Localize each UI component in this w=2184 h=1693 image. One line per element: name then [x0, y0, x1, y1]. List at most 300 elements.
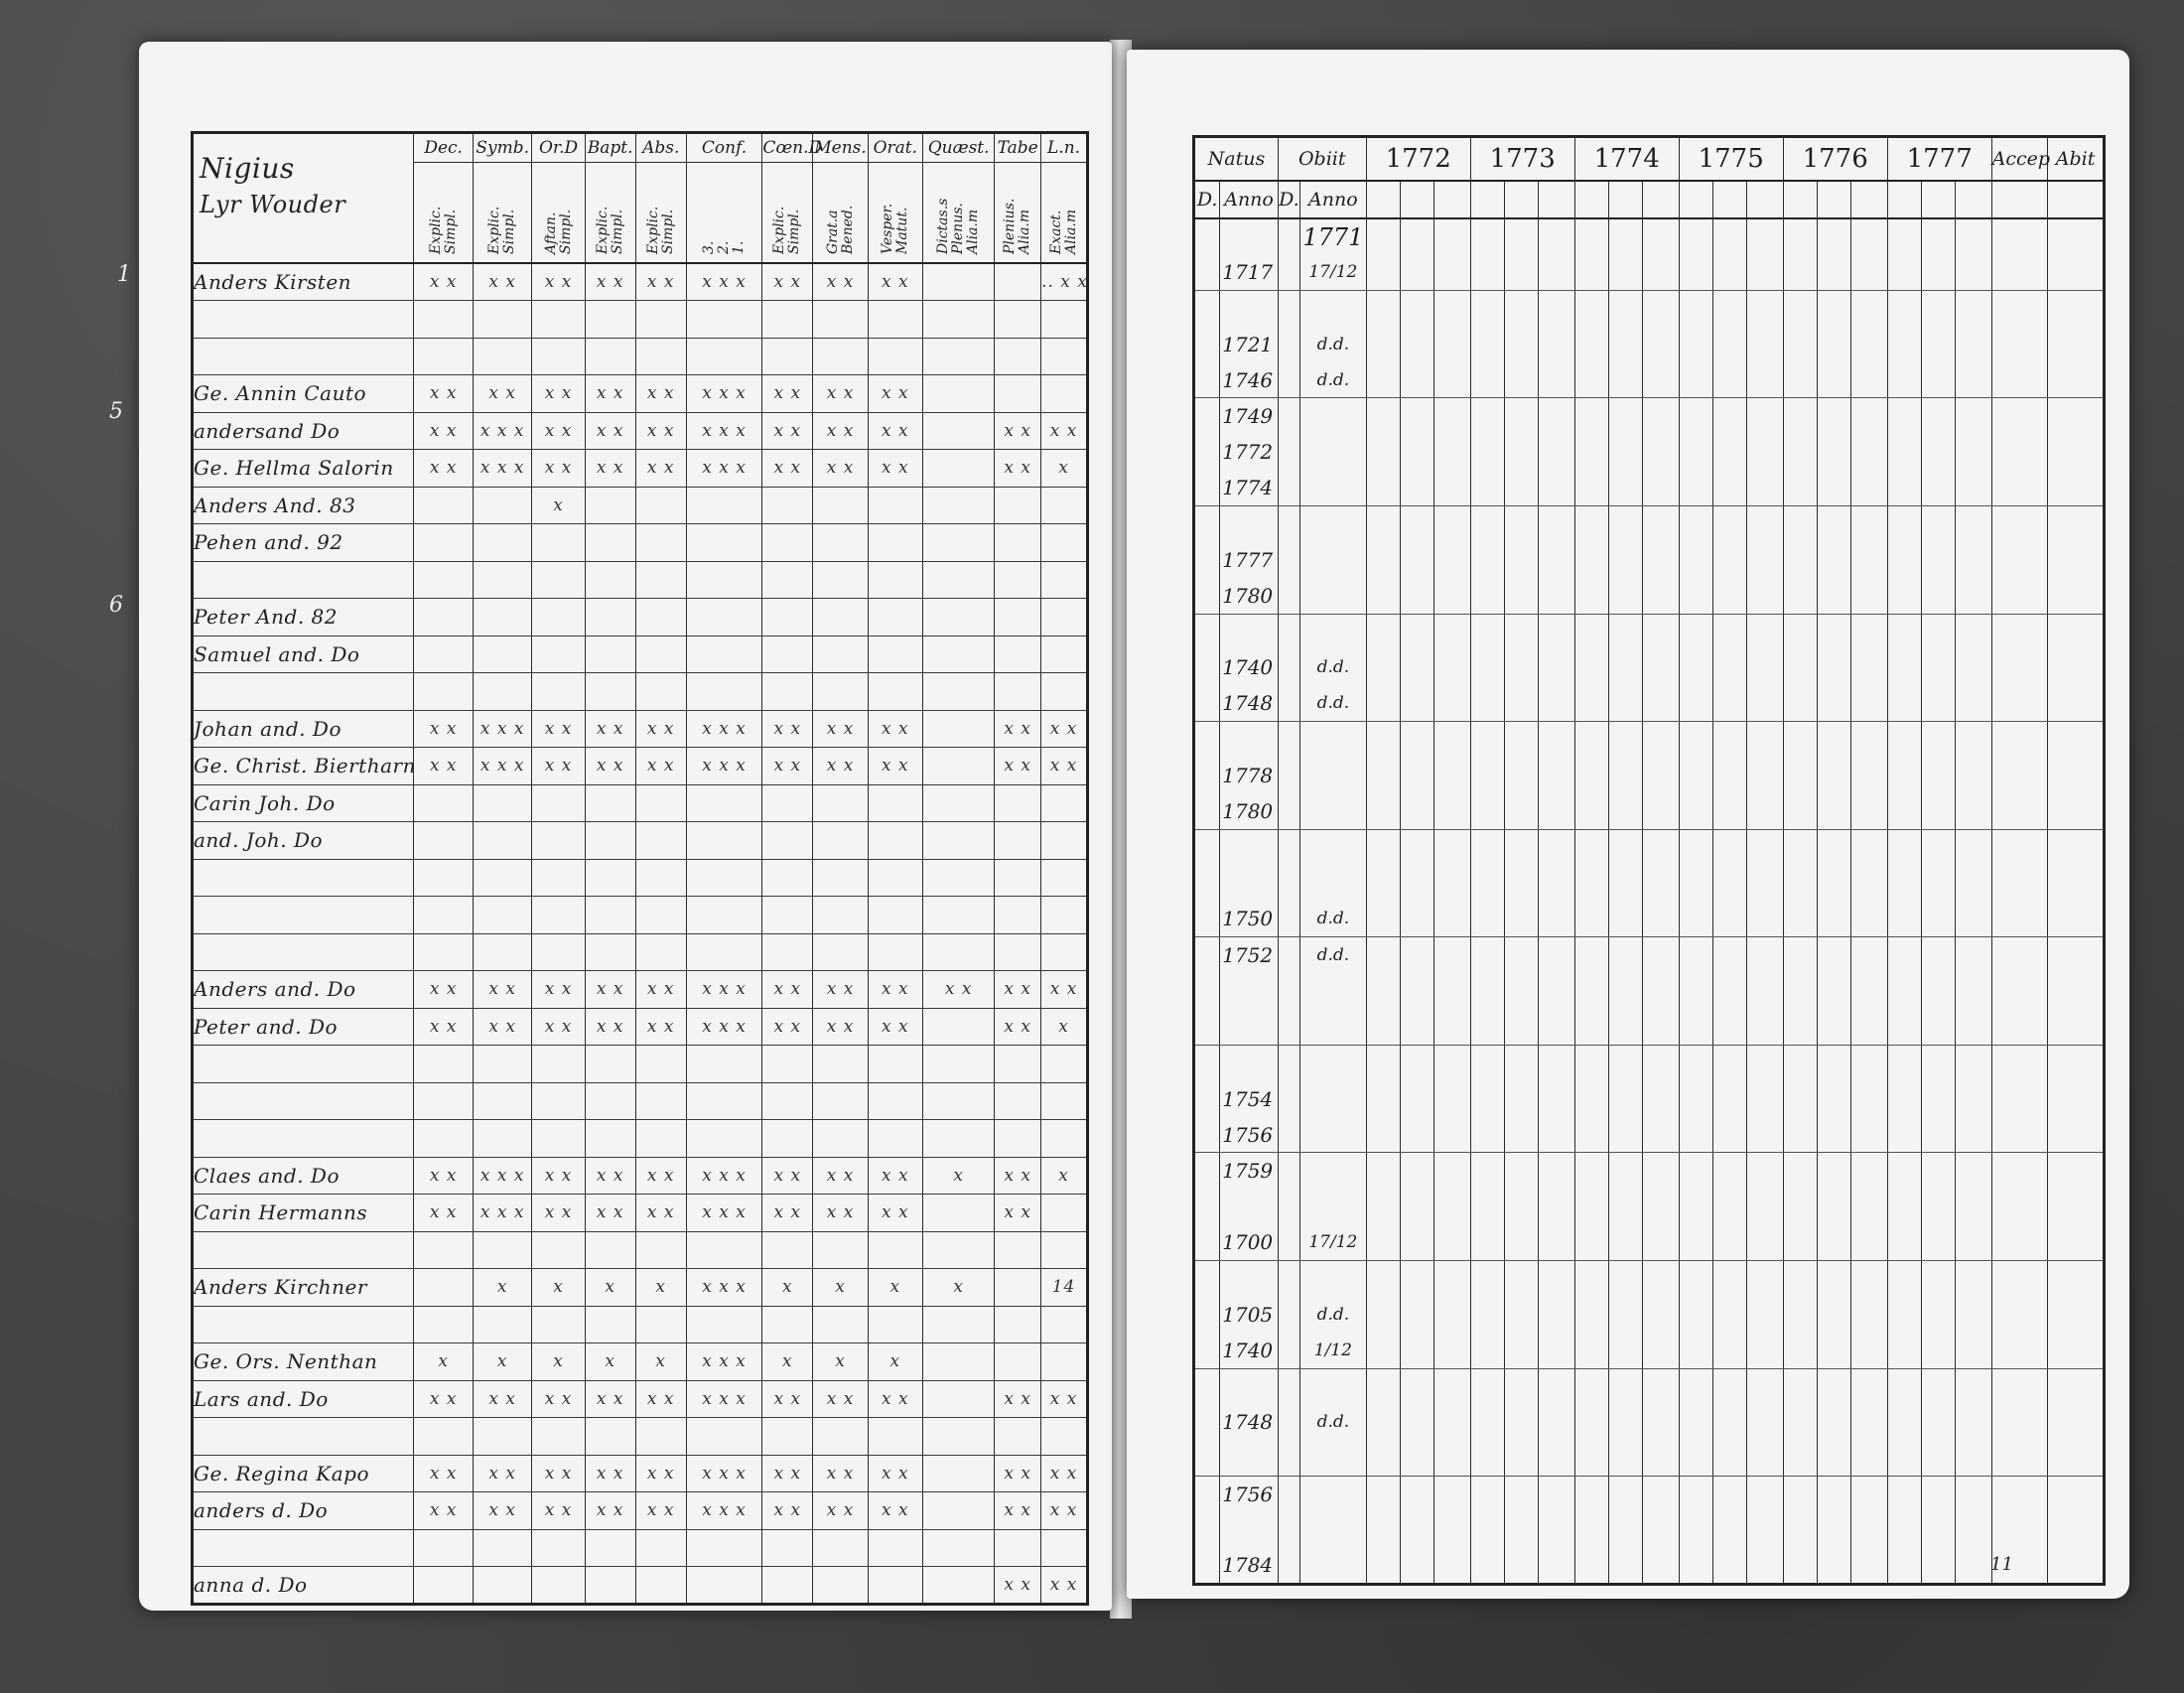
attendance-cell — [1851, 1153, 1887, 1189]
catechism-mark: x x — [585, 450, 635, 488]
attendance-cell — [1470, 1224, 1504, 1260]
catechism-mark — [585, 635, 635, 673]
catechism-mark — [686, 338, 762, 375]
attendance-cell — [1747, 362, 1783, 398]
attendance-cell — [2048, 865, 2105, 901]
birth-day — [1194, 578, 1220, 614]
catechism-mark — [585, 784, 635, 822]
attendance-cell — [2048, 1045, 2105, 1080]
attendance-cell — [1713, 1297, 1747, 1333]
attendance-cell — [1956, 1512, 1991, 1548]
attendance-cell — [1783, 1333, 1817, 1368]
column-group-header: Dec. — [414, 133, 474, 163]
catechism-mark — [922, 933, 994, 971]
catechism-mark: x x — [532, 412, 585, 450]
attendance-cell — [1991, 398, 2048, 434]
catechism-mark: x x — [762, 1157, 813, 1195]
attendance-cell — [1818, 722, 1851, 758]
attendance-cell — [1366, 578, 1400, 614]
attendance-cell — [1991, 722, 2048, 758]
birth-year: 1756 — [1220, 1117, 1279, 1153]
catechism-mark — [922, 1529, 994, 1567]
catechism-mark: x x x — [686, 1455, 762, 1492]
attendance-cell — [1818, 1260, 1851, 1296]
attendance-cell — [1470, 254, 1504, 290]
margin-number: 6 — [109, 593, 123, 618]
person-name — [193, 301, 414, 339]
attendance-cell — [1643, 902, 1679, 937]
attendance-cell — [1783, 1477, 1817, 1512]
catechism-mark: x x — [414, 710, 474, 748]
attendance-cell — [1818, 649, 1851, 685]
attendance-cell — [1366, 506, 1400, 542]
column-sub-header-label: Vesper. Matut. — [879, 203, 910, 254]
attendance-cell — [1991, 218, 2048, 254]
catechism-mark — [762, 933, 813, 971]
catechism-mark — [635, 1046, 686, 1083]
ledger-row — [193, 859, 1088, 897]
attendance-cell — [1887, 1440, 1921, 1476]
attendance-cell — [1851, 1224, 1887, 1260]
attendance-cell — [1643, 1297, 1679, 1333]
attendance-cell — [1922, 1548, 1956, 1584]
catechism-mark — [635, 784, 686, 822]
catechism-mark: x x x — [686, 375, 762, 413]
birth-year — [1220, 1189, 1279, 1224]
attendance-cell — [1887, 902, 1921, 937]
death-year — [1300, 1045, 1367, 1080]
page-subtitle: Lyr Wouder — [200, 191, 346, 218]
person-name — [193, 561, 414, 599]
catechism-mark: x x — [868, 971, 922, 1009]
catechism-mark: x x — [813, 748, 868, 785]
column-sub-header-label: Dictas.s Plenus. Alia.m — [935, 198, 982, 254]
catechism-mark: x x — [532, 971, 585, 1009]
catechism-mark: x x x — [686, 1343, 762, 1381]
catechism-mark — [414, 933, 474, 971]
ledger-row — [1194, 1548, 2105, 1584]
attendance-cell — [1818, 398, 1851, 434]
attendance-cell — [1643, 290, 1679, 326]
attendance-cell — [1401, 1153, 1434, 1189]
attendance-cell — [1956, 902, 1991, 937]
death-year — [1300, 793, 1367, 829]
catechism-mark — [473, 784, 532, 822]
catechism-mark — [686, 1231, 762, 1269]
catechism-mark — [868, 1046, 922, 1083]
catechism-mark: x x x — [686, 1380, 762, 1418]
catechism-mark: x x x — [686, 263, 762, 301]
attendance-cell — [1505, 1189, 1539, 1224]
attendance-cell — [1470, 578, 1504, 614]
attendance-cell — [2048, 1333, 2105, 1368]
catechism-mark — [585, 1567, 635, 1605]
column-sub-header-label: Explic. Simpl. — [644, 206, 676, 254]
attendance-cell — [1679, 1153, 1712, 1189]
attendance-cell — [1470, 290, 1504, 326]
catechism-mark — [995, 487, 1041, 524]
catechism-mark — [1041, 338, 1088, 375]
catechism-mark — [922, 859, 994, 897]
attendance-cell — [1505, 506, 1539, 542]
attendance-cell — [1505, 1512, 1539, 1548]
person-name: anders d. Do — [193, 1492, 414, 1530]
birth-day — [1194, 865, 1220, 901]
catechism-mark — [414, 635, 474, 673]
attendance-cell — [1609, 1153, 1643, 1189]
catechism-mark — [922, 1231, 994, 1269]
attendance-cell — [1609, 1260, 1643, 1296]
catechism-mark: x x — [995, 971, 1041, 1009]
attendance-cell — [1679, 685, 1712, 721]
catechism-mark: x x — [1041, 971, 1088, 1009]
attendance-cell — [1783, 722, 1817, 758]
catechism-mark: x x — [868, 450, 922, 488]
attendance-cell — [1401, 1333, 1434, 1368]
catechism-mark — [995, 1120, 1041, 1158]
death-year: d.d. — [1300, 649, 1367, 685]
attendance-cell — [1366, 1477, 1400, 1512]
attendance-cell — [1991, 937, 2048, 973]
catechism-mark — [1041, 301, 1088, 339]
catechism-mark: x x — [532, 1380, 585, 1418]
ledger-row — [1194, 1189, 2105, 1224]
attendance-cell — [1818, 1081, 1851, 1117]
attendance-cell — [1539, 362, 1574, 398]
catechism-mark — [813, 784, 868, 822]
catechism-mark — [762, 301, 813, 339]
attendance-cell — [1887, 1477, 1921, 1512]
death-day — [1278, 1512, 1299, 1548]
attendance-cell — [1747, 829, 1783, 865]
ledger-row — [193, 375, 1088, 413]
catechism-mark — [995, 1269, 1041, 1307]
attendance-cell — [1851, 1009, 1887, 1045]
attendance-cell — [1851, 1368, 1887, 1404]
attendance-cell — [1643, 434, 1679, 470]
catechism-mark — [762, 1529, 813, 1567]
catechism-mark: x x — [414, 375, 474, 413]
attendance-cell — [1922, 829, 1956, 865]
catechism-mark — [532, 1082, 585, 1120]
catechism-mark: x x — [414, 1492, 474, 1530]
attendance-cell — [1609, 829, 1643, 865]
attendance-cell — [1366, 1404, 1400, 1440]
attendance-cell — [1922, 1440, 1956, 1476]
death-year — [1300, 1260, 1367, 1296]
attendance-cell — [1922, 1189, 1956, 1224]
attendance-cell — [1956, 1045, 1991, 1080]
death-day — [1278, 865, 1299, 901]
death-day — [1278, 1224, 1299, 1260]
birth-day — [1194, 758, 1220, 793]
catechism-mark: x x — [473, 375, 532, 413]
attendance-cell — [1401, 1368, 1434, 1404]
attendance-cell — [1401, 327, 1434, 362]
catechism-mark: x x — [532, 1492, 585, 1530]
death-day — [1278, 1368, 1299, 1404]
catechism-mark — [762, 1082, 813, 1120]
attendance-cell — [1713, 327, 1747, 362]
attendance-cell — [1574, 1081, 1608, 1117]
catechism-mark: x x — [1041, 1567, 1088, 1605]
birth-year: 1772 — [1220, 434, 1279, 470]
column-sub-header-label: Aftan. Simpl. — [542, 209, 574, 254]
catechism-mark — [762, 561, 813, 599]
attendance-cell — [1783, 1260, 1817, 1296]
attendance-cell — [1851, 1440, 1887, 1476]
attendance-cell — [2048, 290, 2105, 326]
attendance-cell — [1643, 973, 1679, 1009]
attendance-cell — [1574, 1045, 1608, 1080]
attendance-cell — [1851, 1297, 1887, 1333]
catechism-mark: x x x — [686, 1008, 762, 1046]
attendance-cell — [1470, 1548, 1504, 1584]
catechism-mark — [686, 635, 762, 673]
attendance-cell — [1922, 398, 1956, 434]
catechism-mark — [414, 561, 474, 599]
catechism-mark — [585, 599, 635, 636]
attendance-cell — [1713, 865, 1747, 901]
catechism-mark — [532, 859, 585, 897]
attendance-cell — [1818, 793, 1851, 829]
death-day — [1278, 434, 1299, 470]
ledger-row — [1194, 1224, 2105, 1260]
attendance-cell — [1991, 1153, 2048, 1189]
catechism-mark: x x — [414, 748, 474, 785]
sub-header — [1679, 181, 1712, 218]
catechism-mark: x — [635, 1343, 686, 1381]
attendance-cell — [1956, 290, 1991, 326]
attendance-cell — [2048, 758, 2105, 793]
death-day — [1278, 829, 1299, 865]
attendance-cell — [1851, 793, 1887, 829]
birth-day — [1194, 218, 1220, 254]
catechism-mark: x x — [414, 1157, 474, 1195]
catechism-mark — [532, 599, 585, 636]
attendance-cell — [1505, 434, 1539, 470]
attendance-cell — [1434, 362, 1470, 398]
catechism-mark — [922, 599, 994, 636]
attendance-cell — [2048, 1081, 2105, 1117]
attendance-cell — [2048, 614, 2105, 649]
attendance-cell — [1887, 290, 1921, 326]
catechism-mark — [635, 301, 686, 339]
attendance-cell — [1922, 362, 1956, 398]
catechism-mark: x x — [762, 1195, 813, 1232]
catechism-mark: x x — [1041, 710, 1088, 748]
catechism-mark — [585, 1082, 635, 1120]
ledger-row — [1194, 1477, 2105, 1512]
attendance-cell — [1922, 1333, 1956, 1368]
attendance-cell — [1818, 1333, 1851, 1368]
catechism-mark — [762, 1567, 813, 1605]
catechism-mark — [585, 1120, 635, 1158]
catechism-mark — [532, 1231, 585, 1269]
attendance-cell — [1470, 685, 1504, 721]
death-year: d.d. — [1300, 685, 1367, 721]
catechism-mark — [532, 822, 585, 860]
attendance-cell — [1991, 1512, 2048, 1548]
catechism-mark: x x — [995, 1455, 1041, 1492]
margin-number: 1 — [117, 262, 131, 287]
catechism-mark — [868, 1082, 922, 1120]
catechism-mark — [995, 897, 1041, 934]
birth-day — [1194, 327, 1220, 362]
attendance-cell — [1922, 470, 1956, 505]
catechism-mark — [813, 1418, 868, 1456]
birth-year: 1784 — [1220, 1548, 1279, 1584]
column-sub-header — [922, 163, 994, 264]
attendance-cell — [1609, 1297, 1643, 1333]
attendance-cell — [1643, 649, 1679, 685]
catechism-mark: x x — [414, 1455, 474, 1492]
attendance-cell — [1887, 470, 1921, 505]
sub-header — [1366, 181, 1400, 218]
attendance-cell — [1679, 1009, 1712, 1045]
catechism-mark — [813, 1231, 868, 1269]
attendance-cell — [1747, 434, 1783, 470]
attendance-cell — [1956, 578, 1991, 614]
attendance-cell — [1818, 1440, 1851, 1476]
attendance-cell — [1783, 902, 1817, 937]
attendance-cell — [1713, 290, 1747, 326]
attendance-cell — [1991, 506, 2048, 542]
attendance-cell — [2048, 1117, 2105, 1153]
catechism-mark — [813, 487, 868, 524]
attendance-cell — [1887, 434, 1921, 470]
attendance-cell — [1747, 254, 1783, 290]
attendance-cell — [1922, 290, 1956, 326]
catechism-mark — [635, 1567, 686, 1605]
attendance-cell — [1851, 1117, 1887, 1153]
catechism-mark: x x — [532, 375, 585, 413]
attendance-cell — [1679, 1404, 1712, 1440]
attendance-cell — [1434, 506, 1470, 542]
person-name: Ge. Regina Kapo — [193, 1455, 414, 1492]
attendance-cell — [1574, 578, 1608, 614]
sub-header — [1783, 181, 1817, 218]
attendance-cell — [1713, 254, 1747, 290]
attendance-cell — [1609, 793, 1643, 829]
catechism-mark — [995, 263, 1041, 301]
attendance-cell — [1851, 1477, 1887, 1512]
attendance-cell — [1679, 218, 1712, 254]
attendance-cell — [1434, 973, 1470, 1009]
ledger-row — [193, 1380, 1088, 1418]
attendance-cell — [1505, 758, 1539, 793]
catechism-mark: x x — [922, 971, 994, 1009]
attendance-cell — [1713, 362, 1747, 398]
ledger-row — [193, 561, 1088, 599]
attendance-cell — [1956, 649, 1991, 685]
death-year — [1300, 1189, 1367, 1224]
column-sub-header-label: Explic. Simpl. — [486, 206, 518, 254]
attendance-cell — [1574, 793, 1608, 829]
attendance-cell — [1887, 1297, 1921, 1333]
attendance-cell — [1574, 1153, 1608, 1189]
ledger-row — [1194, 865, 2105, 901]
attendance-cell — [1643, 1440, 1679, 1476]
attendance-cell — [1401, 506, 1434, 542]
attendance-cell — [1991, 1297, 2048, 1333]
attendance-cell — [2048, 1297, 2105, 1333]
attendance-cell — [1643, 1224, 1679, 1260]
attendance-cell — [1713, 434, 1747, 470]
catechism-mark — [762, 897, 813, 934]
catechism-mark — [414, 301, 474, 339]
attendance-cell — [1818, 973, 1851, 1009]
attendance-cell — [1470, 1045, 1504, 1080]
attendance-cell — [1851, 470, 1887, 505]
attendance-cell — [1609, 327, 1643, 362]
death-year: d.d. — [1300, 1404, 1367, 1440]
person-name — [193, 673, 414, 711]
attendance-cell — [1713, 937, 1747, 973]
attendance-cell — [1539, 793, 1574, 829]
page-title: Nigius — [200, 152, 295, 185]
attendance-cell — [1643, 327, 1679, 362]
attendance-cell — [1818, 434, 1851, 470]
ledger-row — [193, 263, 1088, 301]
sub-header — [2048, 181, 2105, 218]
attendance-cell — [1366, 1297, 1400, 1333]
catechism-mark — [868, 561, 922, 599]
catechism-mark — [686, 1082, 762, 1120]
catechism-mark: x x x — [686, 710, 762, 748]
attendance-cell — [1713, 973, 1747, 1009]
attendance-cell — [1887, 649, 1921, 685]
attendance-cell — [1991, 973, 2048, 1009]
death-day — [1278, 1009, 1299, 1045]
attendance-cell — [1366, 973, 1400, 1009]
death-day — [1278, 722, 1299, 758]
attendance-cell — [1609, 578, 1643, 614]
birth-day — [1194, 1117, 1220, 1153]
attendance-cell — [1366, 685, 1400, 721]
column-sub-header-label: Explic. Simpl. — [427, 206, 459, 254]
attendance-cell — [1747, 1297, 1783, 1333]
attendance-cell — [1887, 362, 1921, 398]
ledger-row — [193, 1157, 1088, 1195]
attendance-cell — [1747, 1333, 1783, 1368]
attendance-cell — [1401, 1260, 1434, 1296]
catechism-mark — [686, 1120, 762, 1158]
catechism-mark — [868, 338, 922, 375]
attendance-cell — [1401, 902, 1434, 937]
birth-day — [1194, 1009, 1220, 1045]
attendance-cell — [1434, 1260, 1470, 1296]
birth-day — [1194, 1548, 1220, 1584]
attendance-cell — [1991, 578, 2048, 614]
ledger-row — [193, 412, 1088, 450]
ledger-row — [193, 1008, 1088, 1046]
attendance-cell — [1956, 254, 1991, 290]
catechism-mark — [532, 338, 585, 375]
catechism-mark — [686, 822, 762, 860]
catechism-mark — [922, 1418, 994, 1456]
catechism-mark: x x — [532, 450, 585, 488]
attendance-cell — [1643, 1512, 1679, 1548]
attendance-cell — [1505, 937, 1539, 973]
catechism-mark: x x — [1041, 1455, 1088, 1492]
attendance-cell — [1366, 327, 1400, 362]
attendance-cell — [1643, 793, 1679, 829]
attendance-cell — [1505, 254, 1539, 290]
death-year — [1300, 865, 1367, 901]
attendance-cell — [1783, 1153, 1817, 1189]
attendance-cell — [1679, 1081, 1712, 1117]
